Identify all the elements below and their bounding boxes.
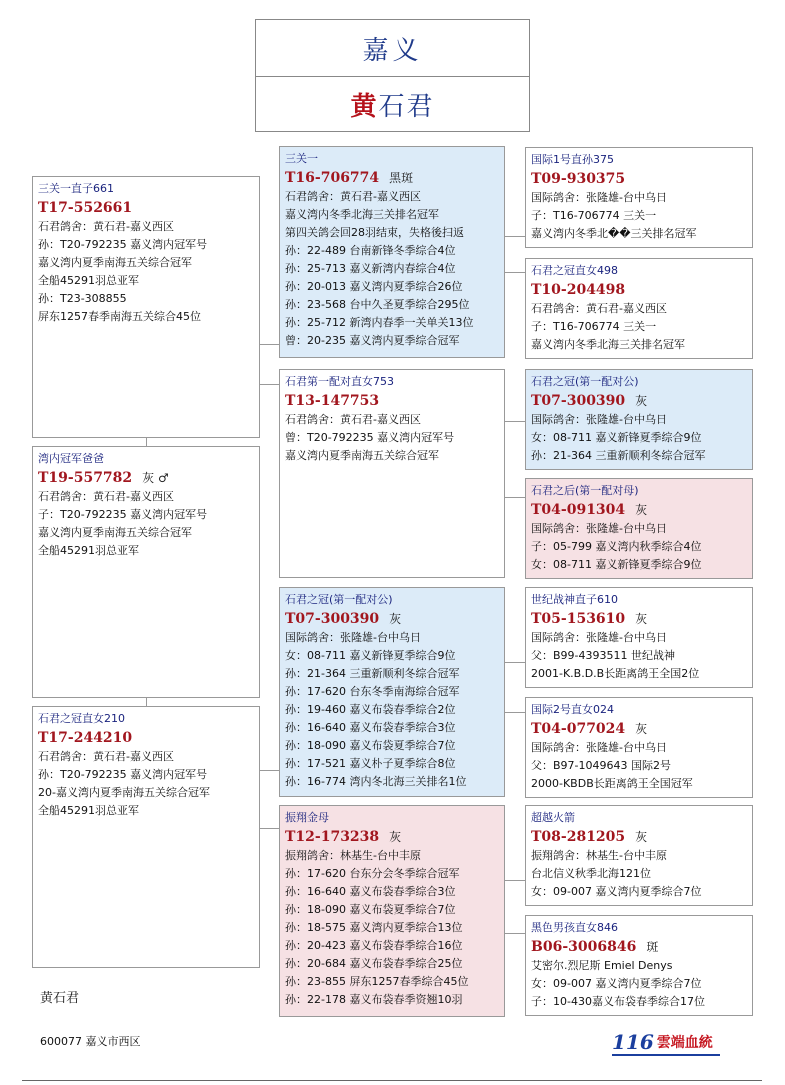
ring-number: T19-557782 [38, 470, 133, 486]
connector [504, 662, 526, 663]
ring-number: T17-552661 [38, 200, 133, 216]
bird-label: 石君之冠(第一配对公) [531, 375, 639, 388]
feather-color: 灰 [389, 612, 402, 626]
pedigree-detail-line: 石君鸽舍：黄石君-嘉义西区 [38, 490, 174, 503]
pedigree-detail-line: 父：B99-4393511 世纪战神 [531, 649, 675, 662]
bird-label: 黑色男孩直女846 [531, 921, 618, 934]
pedigree-box-ddd [525, 915, 753, 1016]
pedigree-detail-line: 孙：20-423 嘉义布袋春季综合16位 [285, 939, 463, 952]
pedigree-detail-line: 子：05-799 嘉义湾内秋季综合4位 [531, 540, 702, 553]
pedigree-detail-line: 第四关鸽会回28羽结束，失格後扫返 [285, 226, 464, 239]
pedigree-box-dds [525, 805, 753, 906]
bird-label: 石君之后(第一配对母) [531, 484, 639, 497]
connector [259, 384, 280, 385]
connector [259, 828, 280, 829]
ring-number-row [531, 719, 747, 739]
pedigree-detail-line: 孙：17-620 台东冬季南海综合冠军 [285, 685, 460, 698]
pedigree-detail-line: 石君鸽舍：黄石君-嘉义西区 [38, 220, 174, 233]
pedigree-detail-line: 屏东1257春季南海五关综合45位 [38, 310, 201, 323]
pedigree-detail-line: 嘉义湾内夏季南海五关综合冠军 [38, 256, 192, 269]
ring-number-row [38, 728, 254, 748]
pedigree-detail-line: 国际鸽舍：张隆雄-台中乌日 [531, 741, 667, 754]
ring-number: T07-300390 [285, 611, 380, 627]
pedigree-detail-line: 孙：21-364 三重新顺利冬综合冠军 [531, 449, 706, 462]
bird-label: 振翔金母 [285, 811, 329, 824]
pedigree-detail-line: 国际鸽舍：张隆雄-台中乌日 [531, 631, 667, 644]
pedigree-detail-line: 孙：25-712 新湾内春季一关单关13位 [285, 316, 474, 329]
pedigree-detail-line: 孙：16-640 嘉义布袋春季综合3位 [285, 885, 456, 898]
feather-color: 灰 [635, 503, 648, 517]
pedigree-detail-line: 孙：22-489 台南新锋冬季综合4位 [285, 244, 456, 257]
bird-label: 石君第一配对直女753 [285, 375, 394, 388]
feather-color: 灰 [389, 830, 402, 844]
owner-address: 600077 嘉义市西区 [40, 1035, 141, 1048]
ring-number-row [531, 500, 747, 520]
pedigree-detail-line: 振翔鸽舍：林基生-台中丰原 [285, 849, 421, 862]
pedigree-box-dss [525, 587, 753, 688]
pedigree-box-sdd [525, 478, 753, 579]
bird-label: 三关一直子661 [38, 182, 114, 195]
pedigree-detail-line: 国际鸽舍：张隆雄-台中乌日 [531, 413, 667, 426]
pedigree-detail-line: 孙：22-178 嘉义布袋春季资翘10羽 [285, 993, 463, 1006]
pedigree-detail-line: 孙：T20-792235 嘉义湾内冠军号 [38, 768, 208, 781]
connector [504, 497, 526, 498]
pedigree-detail-line: 孙：19-460 嘉义布袋春季综合2位 [285, 703, 456, 716]
pedigree-detail-line: 子：T16-706774 三关一 [531, 209, 657, 222]
ring-number-row [531, 937, 747, 957]
pedigree-box-sire-sire [279, 146, 505, 358]
pedigree-detail-line: 父：B97-1049643 国际2号 [531, 759, 671, 772]
bird-label: 石君之冠直女498 [531, 264, 618, 277]
pedigree-detail-line: 20-嘉义湾内夏季南海五关综合冠军 [38, 786, 210, 799]
ring-number-row [531, 280, 747, 300]
pedigree-detail-line: 全船45291羽总亚军 [38, 544, 139, 557]
pedigree-detail-line: 女：08-711 嘉义新锋夏季综合9位 [531, 558, 702, 571]
ring-number: T04-091304 [531, 502, 626, 518]
pedigree-box-sds [525, 369, 753, 470]
pedigree-detail-line: 女：09-007 嘉义湾内夏季综合7位 [531, 885, 702, 898]
pedigree-detail-line: 石君鸽舍：黄石君-嘉义西区 [531, 302, 667, 315]
connector [504, 421, 526, 422]
pedigree-detail-line: 孙：T20-792235 嘉义湾内冠军号 [38, 238, 208, 251]
logo-underline [612, 1054, 720, 1056]
pedigree-detail-line: 孙：25-713 嘉义新湾内春综合4位 [285, 262, 456, 275]
ring-number-row [38, 468, 254, 488]
feather-color: 灰 [635, 612, 648, 626]
connector [259, 344, 280, 345]
pedigree-detail-line: 全船45291羽总亚军 [38, 274, 139, 287]
pedigree-detail-line: 2000-KBDB长距离鸽王全国冠军 [531, 777, 693, 790]
pedigree-detail-line: 孙：21-364 三重新顺利冬综合冠军 [285, 667, 460, 680]
pedigree-title-box [255, 19, 530, 132]
pedigree-detail-line: 曾：T20-792235 嘉义湾内冠军号 [285, 431, 455, 444]
pedigree-detail-line: 子：10-430嘉义布袋春季综合17位 [531, 995, 705, 1008]
pedigree-detail-line: 女：09-007 嘉义湾内夏季综合7位 [531, 977, 702, 990]
ring-number-row [531, 391, 747, 411]
bird-label: 世纪战神直子610 [531, 593, 618, 606]
pedigree-detail-line: 女：08-711 嘉义新锋夏季综合9位 [285, 649, 456, 662]
pedigree-detail-line: 孙：18-575 嘉义湾内夏季综合13位 [285, 921, 463, 934]
ring-number-row [531, 609, 747, 629]
ring-number-row [285, 827, 499, 847]
ring-number-row [531, 827, 747, 847]
feather-color: 灰 [635, 830, 648, 844]
pedigree-detail-line: 嘉义湾内冬季北海三关排名冠军 [285, 208, 439, 221]
bird-label: 国际1号直孙375 [531, 153, 614, 166]
logo-text: 雲端血統 [656, 1035, 713, 1051]
pedigree-detail-line: 孙：17-620 台东分会冬季综合冠军 [285, 867, 460, 880]
pedigree-box-ssd [525, 258, 753, 359]
pedigree-detail-line: 台北信义秋季北海121位 [531, 867, 651, 880]
pedigree-box-sire [32, 176, 260, 438]
bird-label: 国际2号直女024 [531, 703, 614, 716]
pedigree-detail-line: 嘉义湾内夏季南海五关综合冠军 [38, 526, 192, 539]
pedigree-detail-line: 孙：T23-308855 [38, 292, 127, 305]
pedigree-detail-line: 孙：20-013 嘉义湾内夏季综合26位 [285, 280, 463, 293]
pedigree-box-subject [32, 446, 260, 698]
ring-number: T04-077024 [531, 721, 626, 737]
ring-number: T09-930375 [531, 171, 626, 187]
pedigree-box-sss [525, 147, 753, 248]
connector [504, 880, 526, 881]
ring-number-row [38, 198, 254, 218]
pedigree-detail-line: 孙：16-640 嘉义布袋春季综合3位 [285, 721, 456, 734]
pedigree-detail-line: 孙：16-774 湾内冬北海三关排名1位 [285, 775, 467, 788]
owner-name: 黄石君 [40, 991, 80, 1006]
pedigree-detail-line: 石君鸽舍：黄石君-嘉义西区 [38, 750, 174, 763]
connector [504, 272, 526, 273]
pedigree-detail-line: 石君鸽舍：黄石君-嘉义西区 [285, 413, 421, 426]
pedigree-detail-line: 女：08-711 嘉义新锋夏季综合9位 [531, 431, 702, 444]
ring-number: B06-3006846 [531, 939, 637, 955]
owner-name-title: 黄石君 [350, 92, 435, 122]
pedigree-detail-line: 国际鸽舍：张隆雄-台中乌日 [531, 191, 667, 204]
connector [504, 236, 526, 237]
feather-color: 灰 [635, 394, 648, 408]
bird-label: 三关一 [285, 152, 318, 165]
pedigree-box-dam-dam [279, 805, 505, 1017]
pedigree-detail-line: 全船45291羽总亚军 [38, 804, 139, 817]
ring-number-row [285, 391, 499, 411]
ring-number: T17-244210 [38, 730, 133, 746]
pedigree-detail-line: 石君鸽舍：黄石君-嘉义西区 [285, 190, 421, 203]
pedigree-detail-line: 孙：18-090 嘉义布袋夏季综合7位 [285, 903, 456, 916]
logo-number: 116 [612, 1030, 654, 1054]
feather-color: 灰 [635, 722, 648, 736]
ring-number-row [285, 168, 499, 188]
pedigree-box-dam [32, 706, 260, 968]
pedigree-detail-line: 孙：20-684 嘉义布袋春季综合25位 [285, 957, 463, 970]
ring-number: T16-706774 [285, 170, 380, 186]
bird-label: 超越火箭 [531, 811, 575, 824]
ring-number-row [285, 609, 499, 629]
connector [504, 933, 526, 934]
pedigree-detail-line: 孙：23-855 屏东1257春季综合45位 [285, 975, 469, 988]
pedigree-detail-line: 嘉义湾内冬季北��三关排名冠军 [531, 227, 697, 240]
pedigree-detail-line: 子：T16-706774 三关一 [531, 320, 657, 333]
feather-color: 斑 [646, 940, 659, 954]
bird-label: 湾内冠军爸爸 [38, 452, 104, 465]
ring-number-row [531, 169, 747, 189]
pedigree-detail-line: 曾：20-235 嘉义湾内夏季综合冠军 [285, 334, 460, 347]
pedigree-detail-line: 子：T20-792235 嘉义湾内冠军号 [38, 508, 208, 521]
pedigree-box-sire-dam [279, 369, 505, 578]
pedigree-detail-line: 艾密尔.烈尼斯 Emiel Denys [531, 959, 673, 972]
feather-color: 灰 ♂ [142, 471, 169, 485]
pedigree-detail-line: 振翔鸽舍：林基生-台中丰原 [531, 849, 667, 862]
bird-label: 石君之冠直女210 [38, 712, 125, 725]
bottom-divider [22, 1080, 762, 1081]
connector [259, 770, 280, 771]
owner-name-row [256, 76, 529, 132]
ring-number: T07-300390 [531, 393, 626, 409]
pedigree-box-dam-sire [279, 587, 505, 797]
ring-number: T13-147753 [285, 393, 380, 409]
pedigree-detail-line: 孙：23-568 台中久圣夏季综合295位 [285, 298, 470, 311]
ring-number: T05-153610 [531, 611, 626, 627]
pedigree-detail-line: 2001-K.B.D.B长距离鸽王全国2位 [531, 667, 700, 680]
cloud-pedigree-logo [612, 1030, 713, 1054]
ring-number: T10-204498 [531, 282, 626, 298]
ring-number: T12-173238 [285, 829, 380, 845]
ring-number: T08-281205 [531, 829, 626, 845]
region-row [256, 20, 529, 76]
pedigree-detail-line: 嘉义湾内冬季北海三关排名冠军 [531, 338, 685, 351]
pedigree-detail-line: 孙：18-090 嘉义布袋夏季综合7位 [285, 739, 456, 752]
pedigree-detail-line: 国际鸽舍：张隆雄-台中乌日 [531, 522, 667, 535]
pedigree-detail-line: 国际鸽舍：张隆雄-台中乌日 [285, 631, 421, 644]
pedigree-detail-line: 孙：17-521 嘉义朴子夏季综合8位 [285, 757, 456, 770]
pedigree-detail-line: 嘉义湾内夏季南海五关综合冠军 [285, 449, 439, 462]
bird-label: 石君之冠(第一配对公) [285, 593, 393, 606]
pedigree-box-dsd [525, 697, 753, 798]
feather-color: 黑斑 [389, 171, 414, 185]
region-title: 嘉义 [362, 35, 423, 66]
connector [504, 712, 526, 713]
